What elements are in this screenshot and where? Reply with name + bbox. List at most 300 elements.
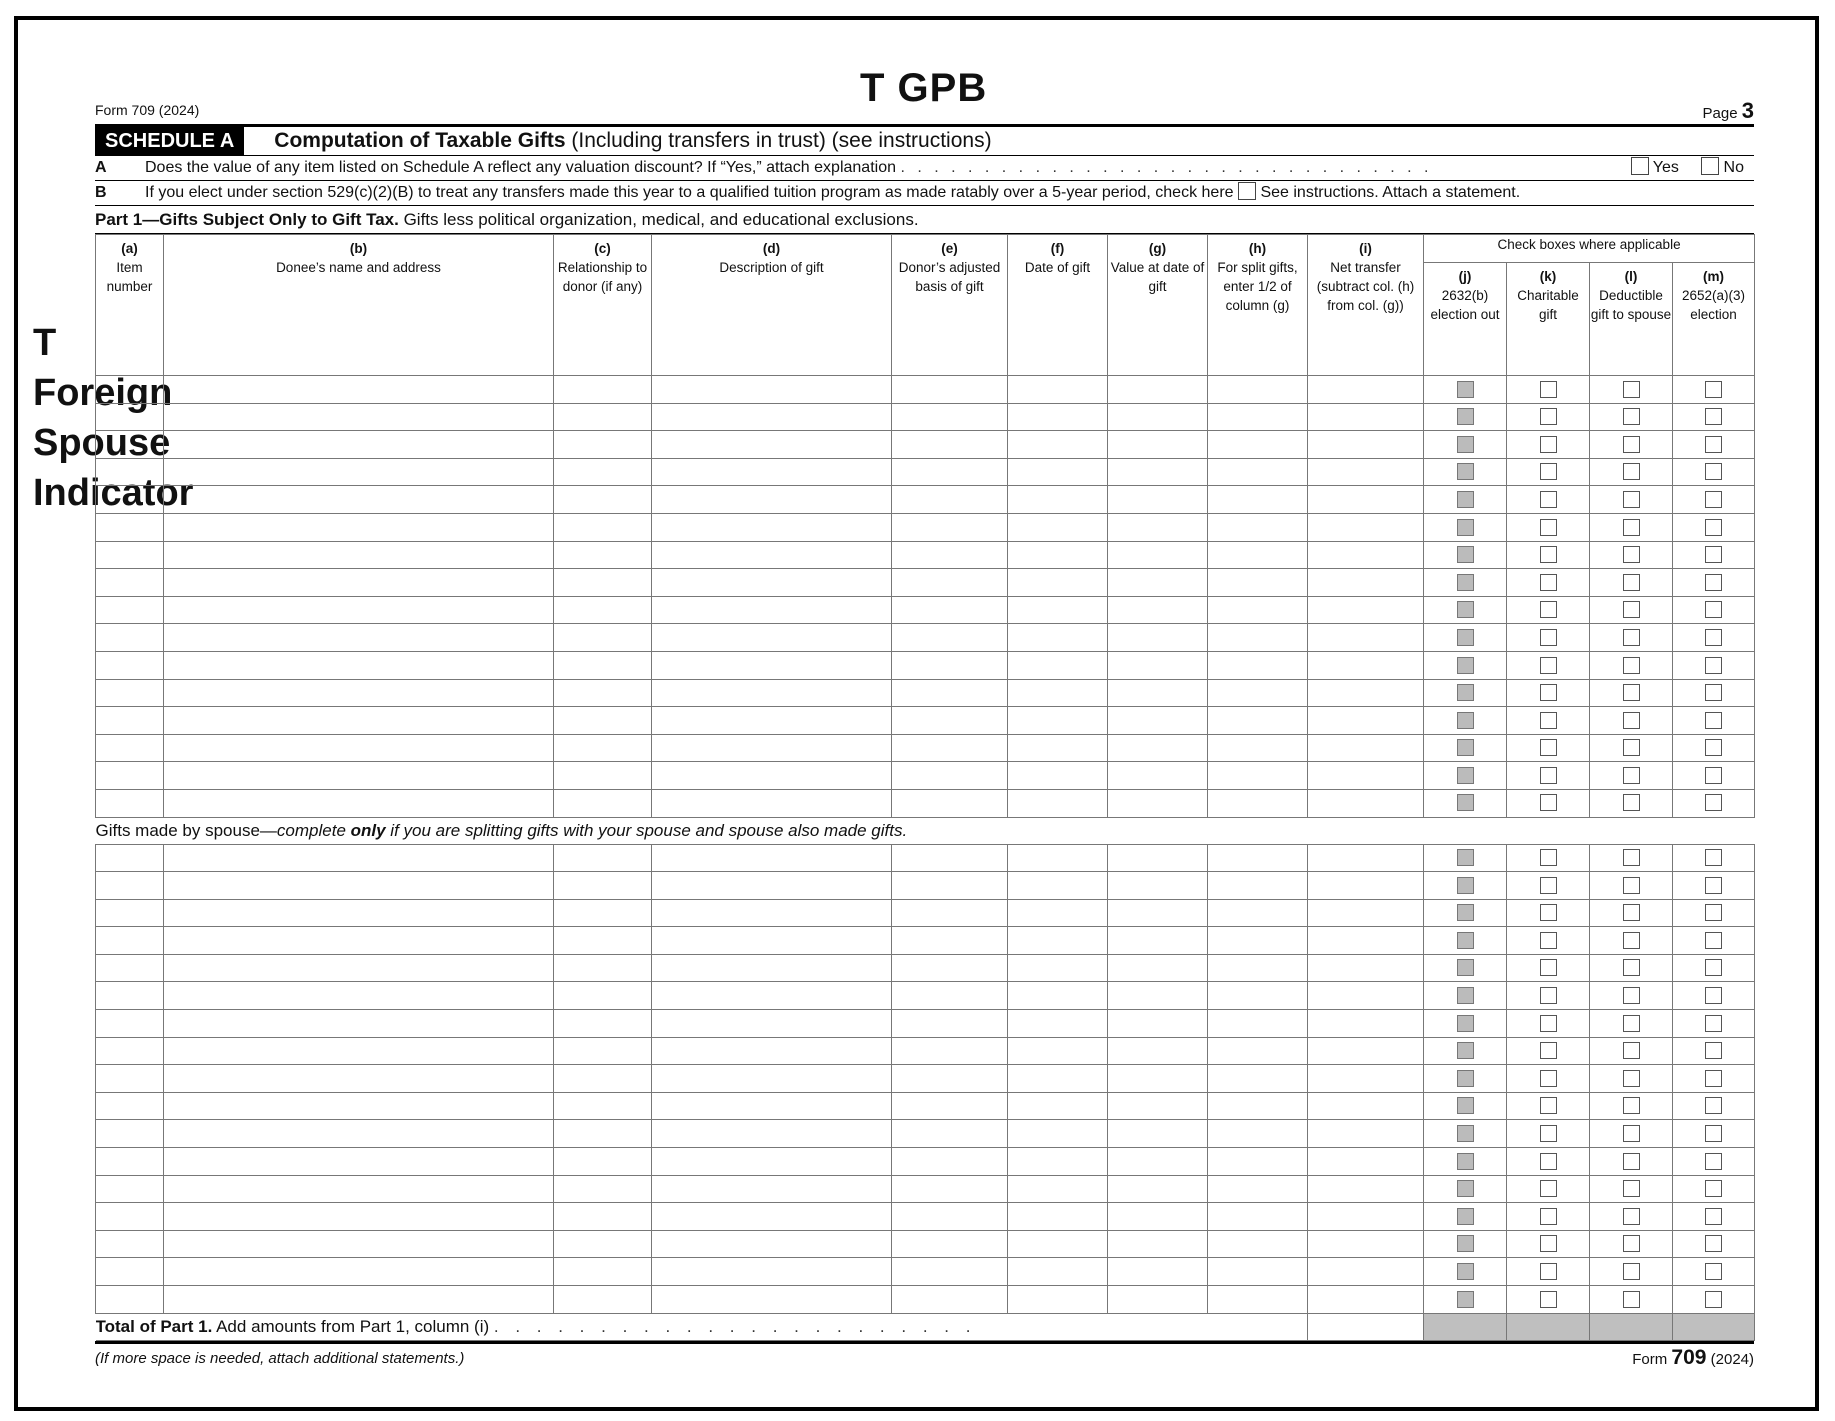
relationship-field[interactable] [554,679,652,707]
net-transfer-field[interactable] [1308,376,1424,404]
2652a3-election-checkbox[interactable] [1705,1042,1722,1059]
date-of-gift-field[interactable] [1008,707,1108,735]
charitable-gift-checkbox[interactable] [1540,849,1557,866]
2652a3-election-checkbox[interactable] [1705,1291,1722,1308]
charitable-gift-checkbox[interactable] [1540,1180,1557,1197]
split-gift-field[interactable] [1208,982,1308,1010]
charitable-gift-checkbox[interactable] [1540,767,1557,784]
donee-name-field[interactable] [164,954,554,982]
net-transfer-field[interactable] [1308,1203,1424,1231]
date-of-gift-field[interactable] [1008,1175,1108,1203]
relationship-field[interactable] [554,651,652,679]
2652a3-election-checkbox[interactable] [1705,1125,1722,1142]
adjusted-basis-field[interactable] [892,679,1008,707]
relationship-field[interactable] [554,707,652,735]
2652a3-election-checkbox[interactable] [1705,712,1722,729]
description-field[interactable] [652,1230,892,1258]
deductible-spouse-checkbox[interactable] [1623,408,1640,425]
charitable-gift-checkbox[interactable] [1540,1042,1557,1059]
date-of-gift-field[interactable] [1008,541,1108,569]
relationship-field[interactable] [554,982,652,1010]
description-field[interactable] [652,651,892,679]
value-field[interactable] [1108,707,1208,735]
item-number-field[interactable] [96,872,164,900]
value-field[interactable] [1108,844,1208,872]
charitable-gift-checkbox[interactable] [1540,959,1557,976]
adjusted-basis-field[interactable] [892,624,1008,652]
529-election-checkbox[interactable] [1238,182,1256,200]
deductible-spouse-checkbox[interactable] [1623,767,1640,784]
date-of-gift-field[interactable] [1008,982,1108,1010]
adjusted-basis-field[interactable] [892,927,1008,955]
item-number-field[interactable] [96,569,164,597]
election-out-checkbox[interactable] [1457,1070,1474,1087]
2652a3-election-checkbox[interactable] [1705,1208,1722,1225]
adjusted-basis-field[interactable] [892,541,1008,569]
donee-name-field[interactable] [164,927,554,955]
2652a3-election-checkbox[interactable] [1705,904,1722,921]
election-out-checkbox[interactable] [1457,767,1474,784]
net-transfer-field[interactable] [1308,1010,1424,1038]
deductible-spouse-checkbox[interactable] [1623,794,1640,811]
election-out-checkbox[interactable] [1457,1042,1474,1059]
election-out-checkbox[interactable] [1457,1291,1474,1308]
charitable-gift-checkbox[interactable] [1540,684,1557,701]
relationship-field[interactable] [554,1092,652,1120]
value-field[interactable] [1108,624,1208,652]
relationship-field[interactable] [554,458,652,486]
split-gift-field[interactable] [1208,844,1308,872]
date-of-gift-field[interactable] [1008,1065,1108,1093]
split-gift-field[interactable] [1208,872,1308,900]
charitable-gift-checkbox[interactable] [1540,436,1557,453]
net-transfer-field[interactable] [1308,707,1424,735]
date-of-gift-field[interactable] [1008,431,1108,459]
2652a3-election-checkbox[interactable] [1705,739,1722,756]
relationship-field[interactable] [554,1065,652,1093]
value-field[interactable] [1108,954,1208,982]
split-gift-field[interactable] [1208,1065,1308,1093]
value-field[interactable] [1108,1065,1208,1093]
charitable-gift-checkbox[interactable] [1540,491,1557,508]
2652a3-election-checkbox[interactable] [1705,629,1722,646]
split-gift-field[interactable] [1208,789,1308,817]
charitable-gift-checkbox[interactable] [1540,408,1557,425]
deductible-spouse-checkbox[interactable] [1623,657,1640,674]
description-field[interactable] [652,624,892,652]
deductible-spouse-checkbox[interactable] [1623,381,1640,398]
adjusted-basis-field[interactable] [892,1092,1008,1120]
election-out-checkbox[interactable] [1457,657,1474,674]
split-gift-field[interactable] [1208,1148,1308,1176]
split-gift-field[interactable] [1208,1258,1308,1286]
split-gift-field[interactable] [1208,458,1308,486]
net-transfer-field[interactable] [1308,541,1424,569]
net-transfer-field[interactable] [1308,1230,1424,1258]
2652a3-election-checkbox[interactable] [1705,1097,1722,1114]
adjusted-basis-field[interactable] [892,403,1008,431]
deductible-spouse-checkbox[interactable] [1623,1180,1640,1197]
relationship-field[interactable] [554,872,652,900]
date-of-gift-field[interactable] [1008,1258,1108,1286]
split-gift-field[interactable] [1208,1010,1308,1038]
value-field[interactable] [1108,1286,1208,1314]
item-number-field[interactable] [96,541,164,569]
deductible-spouse-checkbox[interactable] [1623,546,1640,563]
relationship-field[interactable] [554,927,652,955]
charitable-gift-checkbox[interactable] [1540,1235,1557,1252]
donee-name-field[interactable] [164,1230,554,1258]
relationship-field[interactable] [554,789,652,817]
value-field[interactable] [1108,458,1208,486]
charitable-gift-checkbox[interactable] [1540,463,1557,480]
election-out-checkbox[interactable] [1457,519,1474,536]
relationship-field[interactable] [554,954,652,982]
donee-name-field[interactable] [164,844,554,872]
election-out-checkbox[interactable] [1457,932,1474,949]
value-field[interactable] [1108,872,1208,900]
relationship-field[interactable] [554,1037,652,1065]
donee-name-field[interactable] [164,982,554,1010]
item-number-field[interactable] [96,1286,164,1314]
2652a3-election-checkbox[interactable] [1705,684,1722,701]
election-out-checkbox[interactable] [1457,1125,1474,1142]
election-out-checkbox[interactable] [1457,408,1474,425]
date-of-gift-field[interactable] [1008,954,1108,982]
net-transfer-field[interactable] [1308,679,1424,707]
adjusted-basis-field[interactable] [892,899,1008,927]
relationship-field[interactable] [554,899,652,927]
election-out-checkbox[interactable] [1457,959,1474,976]
deductible-spouse-checkbox[interactable] [1623,1125,1640,1142]
charitable-gift-checkbox[interactable] [1540,381,1557,398]
net-transfer-field[interactable] [1308,1092,1424,1120]
charitable-gift-checkbox[interactable] [1540,1208,1557,1225]
2652a3-election-checkbox[interactable] [1705,987,1722,1004]
2652a3-election-checkbox[interactable] [1705,546,1722,563]
item-number-field[interactable] [96,1175,164,1203]
item-number-field[interactable] [96,1148,164,1176]
net-transfer-field[interactable] [1308,458,1424,486]
relationship-field[interactable] [554,1258,652,1286]
date-of-gift-field[interactable] [1008,596,1108,624]
no-checkbox[interactable] [1701,157,1719,175]
deductible-spouse-checkbox[interactable] [1623,629,1640,646]
charitable-gift-checkbox[interactable] [1540,1153,1557,1170]
item-number-field[interactable] [96,954,164,982]
adjusted-basis-field[interactable] [892,458,1008,486]
deductible-spouse-checkbox[interactable] [1623,904,1640,921]
date-of-gift-field[interactable] [1008,1010,1108,1038]
donee-name-field[interactable] [164,1092,554,1120]
item-number-field[interactable] [96,1092,164,1120]
split-gift-field[interactable] [1208,1203,1308,1231]
election-out-checkbox[interactable] [1457,1263,1474,1280]
adjusted-basis-field[interactable] [892,1037,1008,1065]
election-out-checkbox[interactable] [1457,491,1474,508]
date-of-gift-field[interactable] [1008,734,1108,762]
donee-name-field[interactable] [164,569,554,597]
donee-name-field[interactable] [164,458,554,486]
description-field[interactable] [652,458,892,486]
donee-name-field[interactable] [164,1286,554,1314]
date-of-gift-field[interactable] [1008,1230,1108,1258]
donee-name-field[interactable] [164,1203,554,1231]
item-number-field[interactable] [96,624,164,652]
split-gift-field[interactable] [1208,1092,1308,1120]
2652a3-election-checkbox[interactable] [1705,959,1722,976]
description-field[interactable] [652,1010,892,1038]
charitable-gift-checkbox[interactable] [1540,1263,1557,1280]
election-out-checkbox[interactable] [1457,987,1474,1004]
relationship-field[interactable] [554,486,652,514]
relationship-field[interactable] [554,513,652,541]
value-field[interactable] [1108,927,1208,955]
date-of-gift-field[interactable] [1008,1092,1108,1120]
split-gift-field[interactable] [1208,651,1308,679]
charitable-gift-checkbox[interactable] [1540,601,1557,618]
value-field[interactable] [1108,1203,1208,1231]
value-field[interactable] [1108,679,1208,707]
split-gift-field[interactable] [1208,376,1308,404]
split-gift-field[interactable] [1208,1037,1308,1065]
net-transfer-field[interactable] [1308,624,1424,652]
split-gift-field[interactable] [1208,899,1308,927]
donee-name-field[interactable] [164,1175,554,1203]
charitable-gift-checkbox[interactable] [1540,546,1557,563]
election-out-checkbox[interactable] [1457,1180,1474,1197]
date-of-gift-field[interactable] [1008,927,1108,955]
split-gift-field[interactable] [1208,707,1308,735]
election-out-checkbox[interactable] [1457,629,1474,646]
adjusted-basis-field[interactable] [892,1120,1008,1148]
election-out-checkbox[interactable] [1457,904,1474,921]
description-field[interactable] [652,954,892,982]
donee-name-field[interactable] [164,1120,554,1148]
description-field[interactable] [652,431,892,459]
relationship-field[interactable] [554,1286,652,1314]
2652a3-election-checkbox[interactable] [1705,1263,1722,1280]
net-transfer-field[interactable] [1308,734,1424,762]
deductible-spouse-checkbox[interactable] [1623,1208,1640,1225]
deductible-spouse-checkbox[interactable] [1623,1263,1640,1280]
net-transfer-field[interactable] [1308,899,1424,927]
description-field[interactable] [652,844,892,872]
adjusted-basis-field[interactable] [892,707,1008,735]
value-field[interactable] [1108,1120,1208,1148]
charitable-gift-checkbox[interactable] [1540,987,1557,1004]
election-out-checkbox[interactable] [1457,436,1474,453]
item-number-field[interactable] [96,734,164,762]
election-out-checkbox[interactable] [1457,684,1474,701]
2652a3-election-checkbox[interactable] [1705,574,1722,591]
2652a3-election-checkbox[interactable] [1705,491,1722,508]
split-gift-field[interactable] [1208,403,1308,431]
deductible-spouse-checkbox[interactable] [1623,601,1640,618]
election-out-checkbox[interactable] [1457,1015,1474,1032]
relationship-field[interactable] [554,1120,652,1148]
election-out-checkbox[interactable] [1457,739,1474,756]
adjusted-basis-field[interactable] [892,1065,1008,1093]
description-field[interactable] [652,1286,892,1314]
date-of-gift-field[interactable] [1008,569,1108,597]
date-of-gift-field[interactable] [1008,789,1108,817]
item-number-field[interactable] [96,486,164,514]
relationship-field[interactable] [554,762,652,790]
net-transfer-field[interactable] [1308,651,1424,679]
election-out-checkbox[interactable] [1457,1153,1474,1170]
value-field[interactable] [1108,982,1208,1010]
value-field[interactable] [1108,1230,1208,1258]
election-out-checkbox[interactable] [1457,1235,1474,1252]
charitable-gift-checkbox[interactable] [1540,712,1557,729]
2652a3-election-checkbox[interactable] [1705,436,1722,453]
split-gift-field[interactable] [1208,569,1308,597]
date-of-gift-field[interactable] [1008,1203,1108,1231]
net-transfer-field[interactable] [1308,513,1424,541]
split-gift-field[interactable] [1208,679,1308,707]
adjusted-basis-field[interactable] [892,1258,1008,1286]
charitable-gift-checkbox[interactable] [1540,657,1557,674]
value-field[interactable] [1108,651,1208,679]
deductible-spouse-checkbox[interactable] [1623,574,1640,591]
value-field[interactable] [1108,513,1208,541]
election-out-checkbox[interactable] [1457,1208,1474,1225]
donee-name-field[interactable] [164,734,554,762]
description-field[interactable] [652,596,892,624]
value-field[interactable] [1108,762,1208,790]
net-transfer-field[interactable] [1308,403,1424,431]
date-of-gift-field[interactable] [1008,872,1108,900]
relationship-field[interactable] [554,1175,652,1203]
split-gift-field[interactable] [1208,954,1308,982]
2652a3-election-checkbox[interactable] [1705,932,1722,949]
item-number-field[interactable] [96,1065,164,1093]
deductible-spouse-checkbox[interactable] [1623,1235,1640,1252]
donee-name-field[interactable] [164,541,554,569]
charitable-gift-checkbox[interactable] [1540,629,1557,646]
2652a3-election-checkbox[interactable] [1705,1153,1722,1170]
net-transfer-field[interactable] [1308,954,1424,982]
donee-name-field[interactable] [164,679,554,707]
description-field[interactable] [652,376,892,404]
description-field[interactable] [652,872,892,900]
adjusted-basis-field[interactable] [892,596,1008,624]
adjusted-basis-field[interactable] [892,734,1008,762]
adjusted-basis-field[interactable] [892,431,1008,459]
deductible-spouse-checkbox[interactable] [1623,959,1640,976]
donee-name-field[interactable] [164,513,554,541]
2652a3-election-checkbox[interactable] [1705,381,1722,398]
donee-name-field[interactable] [164,707,554,735]
value-field[interactable] [1108,569,1208,597]
date-of-gift-field[interactable] [1008,1148,1108,1176]
donee-name-field[interactable] [164,789,554,817]
value-field[interactable] [1108,1175,1208,1203]
date-of-gift-field[interactable] [1008,376,1108,404]
split-gift-field[interactable] [1208,734,1308,762]
total-amount-field[interactable] [1308,1313,1424,1340]
date-of-gift-field[interactable] [1008,1286,1108,1314]
charitable-gift-checkbox[interactable] [1540,1291,1557,1308]
adjusted-basis-field[interactable] [892,486,1008,514]
adjusted-basis-field[interactable] [892,569,1008,597]
donee-name-field[interactable] [164,431,554,459]
item-number-field[interactable] [96,844,164,872]
relationship-field[interactable] [554,541,652,569]
deductible-spouse-checkbox[interactable] [1623,712,1640,729]
value-field[interactable] [1108,403,1208,431]
deductible-spouse-checkbox[interactable] [1623,1097,1640,1114]
net-transfer-field[interactable] [1308,486,1424,514]
relationship-field[interactable] [554,431,652,459]
2652a3-election-checkbox[interactable] [1705,1235,1722,1252]
net-transfer-field[interactable] [1308,1286,1424,1314]
description-field[interactable] [652,1203,892,1231]
election-out-checkbox[interactable] [1457,794,1474,811]
adjusted-basis-field[interactable] [892,762,1008,790]
relationship-field[interactable] [554,1148,652,1176]
description-field[interactable] [652,1148,892,1176]
2652a3-election-checkbox[interactable] [1705,657,1722,674]
value-field[interactable] [1108,734,1208,762]
charitable-gift-checkbox[interactable] [1540,519,1557,536]
date-of-gift-field[interactable] [1008,1037,1108,1065]
adjusted-basis-field[interactable] [892,1175,1008,1203]
split-gift-field[interactable] [1208,1120,1308,1148]
relationship-field[interactable] [554,624,652,652]
date-of-gift-field[interactable] [1008,403,1108,431]
charitable-gift-checkbox[interactable] [1540,794,1557,811]
description-field[interactable] [652,679,892,707]
charitable-gift-checkbox[interactable] [1540,1015,1557,1032]
net-transfer-field[interactable] [1308,789,1424,817]
item-number-field[interactable] [96,679,164,707]
item-number-field[interactable] [96,431,164,459]
net-transfer-field[interactable] [1308,596,1424,624]
2652a3-election-checkbox[interactable] [1705,601,1722,618]
value-field[interactable] [1108,541,1208,569]
2652a3-election-checkbox[interactable] [1705,849,1722,866]
deductible-spouse-checkbox[interactable] [1623,1070,1640,1087]
relationship-field[interactable] [554,403,652,431]
net-transfer-field[interactable] [1308,569,1424,597]
split-gift-field[interactable] [1208,1175,1308,1203]
relationship-field[interactable] [554,376,652,404]
item-number-field[interactable] [96,927,164,955]
split-gift-field[interactable] [1208,513,1308,541]
split-gift-field[interactable] [1208,431,1308,459]
charitable-gift-checkbox[interactable] [1540,739,1557,756]
date-of-gift-field[interactable] [1008,624,1108,652]
adjusted-basis-field[interactable] [892,844,1008,872]
deductible-spouse-checkbox[interactable] [1623,849,1640,866]
relationship-field[interactable] [554,1230,652,1258]
election-out-checkbox[interactable] [1457,601,1474,618]
value-field[interactable] [1108,1010,1208,1038]
date-of-gift-field[interactable] [1008,1120,1108,1148]
donee-name-field[interactable] [164,899,554,927]
election-out-checkbox[interactable] [1457,546,1474,563]
deductible-spouse-checkbox[interactable] [1623,987,1640,1004]
description-field[interactable] [652,403,892,431]
charitable-gift-checkbox[interactable] [1540,932,1557,949]
donee-name-field[interactable] [164,1258,554,1286]
net-transfer-field[interactable] [1308,844,1424,872]
date-of-gift-field[interactable] [1008,844,1108,872]
2652a3-election-checkbox[interactable] [1705,463,1722,480]
deductible-spouse-checkbox[interactable] [1623,436,1640,453]
